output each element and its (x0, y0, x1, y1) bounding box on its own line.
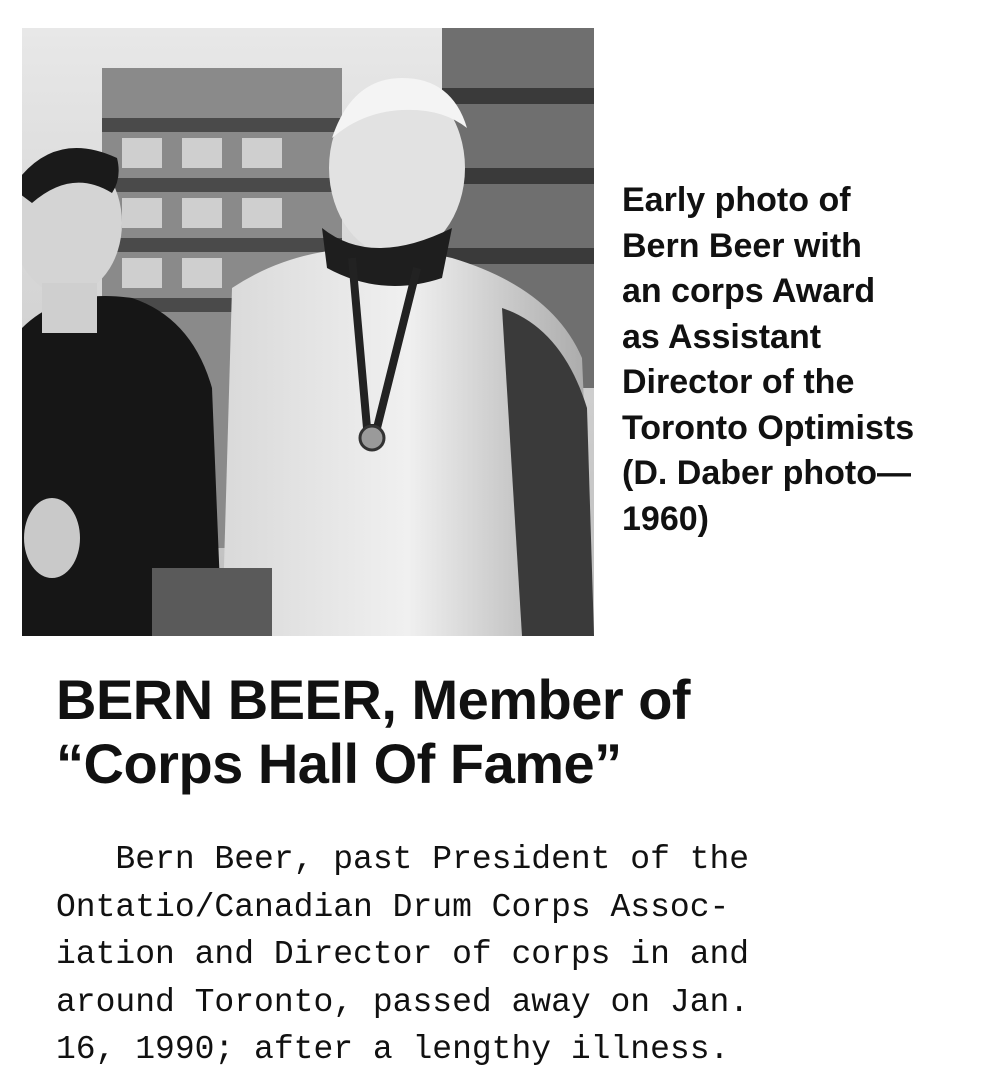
body-line: Bern Beer, past President of the (56, 841, 750, 878)
article-headline (56, 668, 986, 796)
caption-line: as Assistant (622, 317, 822, 356)
caption-line: Early photo of (622, 181, 851, 219)
caption-line: Bern Beer with (622, 226, 862, 265)
photo-illustration (22, 28, 594, 636)
caption-line: (D. Daber photo— (622, 454, 911, 492)
article-photo (22, 28, 594, 636)
body-line: iation and Director of corps in and (56, 936, 750, 973)
caption-line: an corps Award (622, 272, 876, 310)
caption-line: Toronto Optimists (622, 408, 915, 447)
body-line: 16, 1990; after a lengthy illness. (56, 1031, 730, 1068)
headline-line: BERN BEER, Member of (56, 668, 691, 731)
body-line: around Toronto, passed away on Jan. (56, 983, 750, 1021)
caption-line: 1960) (622, 499, 709, 538)
photo-caption (622, 178, 992, 542)
article-body (56, 836, 976, 1074)
body-line: Ontatio/Canadian Drum Corps Assoc- (56, 888, 730, 926)
caption-line: Director of the (622, 363, 855, 401)
headline-line: “Corps Hall Of Fame” (56, 732, 622, 795)
